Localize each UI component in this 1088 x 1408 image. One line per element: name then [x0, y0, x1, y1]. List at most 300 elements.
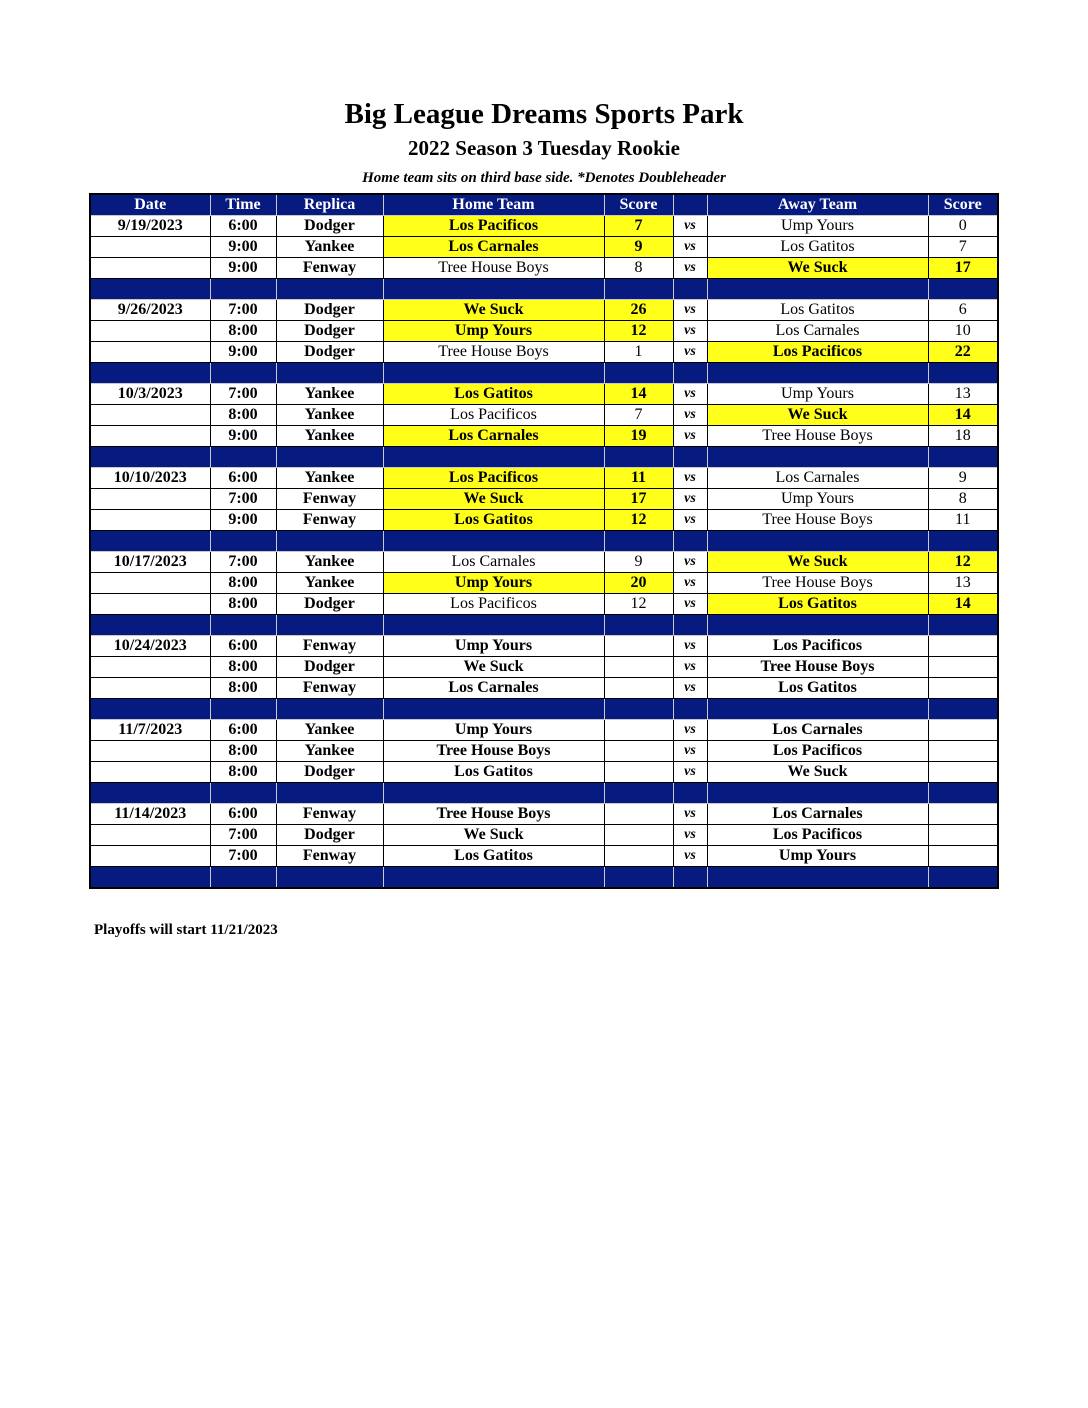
col-header-home-team: Home Team: [383, 194, 604, 216]
week-separator-row: [90, 867, 998, 889]
time-cell: 8:00: [210, 741, 276, 762]
separator-cell: [928, 447, 998, 468]
vs-cell: vs: [673, 258, 707, 279]
replica-cell: Dodger: [276, 321, 383, 342]
separator-cell: [90, 699, 210, 720]
separator-cell: [604, 531, 673, 552]
game-row: [90, 300, 998, 321]
replica-cell: Fenway: [276, 678, 383, 699]
time-cell: 7:00: [210, 489, 276, 510]
home-score-cell: 19: [604, 426, 673, 447]
home-team-cell: Los Carnales: [383, 237, 604, 258]
game-row: [90, 573, 998, 594]
away-score-cell: [928, 846, 998, 867]
schedule-table: [89, 193, 999, 889]
schedule-body: [90, 216, 998, 889]
separator-cell: [276, 783, 383, 804]
replica-cell: Fenway: [276, 258, 383, 279]
away-score-cell: 8: [928, 489, 998, 510]
separator-cell: [604, 867, 673, 889]
time-cell: 7:00: [210, 384, 276, 405]
game-row: [90, 468, 998, 489]
home-team-cell: Ump Yours: [383, 636, 604, 657]
vs-cell: vs: [673, 342, 707, 363]
vs-cell: vs: [673, 678, 707, 699]
away-team-cell: Ump Yours: [707, 384, 928, 405]
separator-cell: [383, 783, 604, 804]
away-score-cell: [928, 720, 998, 741]
week-separator-row: [90, 279, 998, 300]
separator-cell: [673, 867, 707, 889]
date-cell: [90, 846, 210, 867]
home-team-cell: Los Gatitos: [383, 846, 604, 867]
vs-cell: vs: [673, 573, 707, 594]
separator-cell: [210, 699, 276, 720]
date-cell: [90, 825, 210, 846]
vs-cell: vs: [673, 237, 707, 258]
away-team-cell: Los Carnales: [707, 321, 928, 342]
date-cell: 10/24/2023: [90, 636, 210, 657]
date-cell: [90, 405, 210, 426]
separator-cell: [673, 447, 707, 468]
away-score-cell: [928, 804, 998, 825]
date-cell: [90, 762, 210, 783]
vs-cell: vs: [673, 825, 707, 846]
home-team-cell: We Suck: [383, 825, 604, 846]
home-score-cell: [604, 636, 673, 657]
separator-cell: [928, 615, 998, 636]
vs-cell: vs: [673, 636, 707, 657]
time-cell: 8:00: [210, 657, 276, 678]
game-row: [90, 216, 998, 237]
away-team-cell: Tree House Boys: [707, 657, 928, 678]
away-score-cell: [928, 678, 998, 699]
replica-cell: Dodger: [276, 762, 383, 783]
col-header-date: Date: [90, 194, 210, 216]
separator-cell: [90, 531, 210, 552]
away-team-cell: We Suck: [707, 258, 928, 279]
home-team-cell: We Suck: [383, 300, 604, 321]
away-team-cell: Los Gatitos: [707, 300, 928, 321]
away-team-cell: Tree House Boys: [707, 426, 928, 447]
date-cell: [90, 657, 210, 678]
vs-cell: vs: [673, 552, 707, 573]
date-cell: [90, 258, 210, 279]
time-cell: 8:00: [210, 573, 276, 594]
home-score-cell: 8: [604, 258, 673, 279]
home-team-cell: Ump Yours: [383, 720, 604, 741]
vs-cell: vs: [673, 216, 707, 237]
separator-cell: [604, 447, 673, 468]
separator-cell: [210, 279, 276, 300]
col-header-home-score: Score: [604, 194, 673, 216]
time-cell: 7:00: [210, 825, 276, 846]
away-score-cell: 11: [928, 510, 998, 531]
home-score-cell: 7: [604, 216, 673, 237]
home-team-cell: Los Pacificos: [383, 216, 604, 237]
game-row: [90, 804, 998, 825]
date-cell: 10/10/2023: [90, 468, 210, 489]
home-score-cell: [604, 678, 673, 699]
away-score-cell: 17: [928, 258, 998, 279]
time-cell: 7:00: [210, 552, 276, 573]
home-score-cell: 1: [604, 342, 673, 363]
time-cell: 8:00: [210, 762, 276, 783]
date-cell: [90, 321, 210, 342]
col-header-away-score: Score: [928, 194, 998, 216]
away-score-cell: 0: [928, 216, 998, 237]
home-score-cell: 11: [604, 468, 673, 489]
away-team-cell: Los Carnales: [707, 804, 928, 825]
home-team-cell: Tree House Boys: [383, 258, 604, 279]
home-score-cell: 7: [604, 405, 673, 426]
time-cell: 6:00: [210, 468, 276, 489]
vs-cell: vs: [673, 489, 707, 510]
separator-cell: [383, 867, 604, 889]
separator-cell: [928, 867, 998, 889]
date-cell: [90, 489, 210, 510]
game-row: [90, 762, 998, 783]
game-row: [90, 258, 998, 279]
game-row: [90, 405, 998, 426]
time-cell: 6:00: [210, 720, 276, 741]
separator-cell: [90, 615, 210, 636]
separator-cell: [673, 279, 707, 300]
home-score-cell: [604, 657, 673, 678]
game-row: [90, 720, 998, 741]
home-team-cell: Tree House Boys: [383, 741, 604, 762]
week-separator-row: [90, 363, 998, 384]
separator-cell: [383, 615, 604, 636]
separator-cell: [210, 531, 276, 552]
home-score-cell: 12: [604, 594, 673, 615]
schedule-note: Home team sits on third base side. *Denotes Doubleheader: [362, 170, 726, 186]
home-score-cell: 17: [604, 489, 673, 510]
away-team-cell: Ump Yours: [707, 846, 928, 867]
replica-cell: Yankee: [276, 573, 383, 594]
home-team-cell: Los Pacificos: [383, 405, 604, 426]
game-row: [90, 237, 998, 258]
date-cell: [90, 342, 210, 363]
replica-cell: Fenway: [276, 636, 383, 657]
replica-cell: Dodger: [276, 216, 383, 237]
home-score-cell: 26: [604, 300, 673, 321]
separator-cell: [707, 615, 928, 636]
home-score-cell: [604, 720, 673, 741]
time-cell: 7:00: [210, 846, 276, 867]
home-team-cell: Tree House Boys: [383, 804, 604, 825]
home-team-cell: Los Carnales: [383, 678, 604, 699]
game-row: [90, 678, 998, 699]
game-row: [90, 594, 998, 615]
separator-cell: [604, 783, 673, 804]
vs-cell: vs: [673, 468, 707, 489]
away-team-cell: We Suck: [707, 762, 928, 783]
date-cell: [90, 510, 210, 531]
separator-cell: [928, 783, 998, 804]
vs-cell: vs: [673, 741, 707, 762]
time-cell: 8:00: [210, 321, 276, 342]
game-row: [90, 426, 998, 447]
replica-cell: Dodger: [276, 657, 383, 678]
separator-cell: [928, 699, 998, 720]
vs-cell: vs: [673, 321, 707, 342]
separator-cell: [928, 279, 998, 300]
home-team-cell: Los Carnales: [383, 426, 604, 447]
date-cell: 10/3/2023: [90, 384, 210, 405]
separator-cell: [90, 783, 210, 804]
home-team-cell: Los Pacificos: [383, 468, 604, 489]
away-score-cell: 14: [928, 405, 998, 426]
separator-cell: [383, 279, 604, 300]
away-score-cell: 7: [928, 237, 998, 258]
game-row: [90, 846, 998, 867]
week-separator-row: [90, 531, 998, 552]
vs-cell: vs: [673, 510, 707, 531]
separator-cell: [673, 363, 707, 384]
separator-cell: [276, 867, 383, 889]
separator-cell: [604, 615, 673, 636]
date-cell: [90, 573, 210, 594]
separator-cell: [928, 363, 998, 384]
away-score-cell: 14: [928, 594, 998, 615]
away-score-cell: 6: [928, 300, 998, 321]
col-header-away-team: Away Team: [707, 194, 928, 216]
date-cell: [90, 741, 210, 762]
away-score-cell: 18: [928, 426, 998, 447]
separator-cell: [707, 699, 928, 720]
separator-cell: [673, 531, 707, 552]
playoffs-note: Playoffs will start 11/21/2023: [94, 922, 278, 938]
away-team-cell: Tree House Boys: [707, 573, 928, 594]
replica-cell: Fenway: [276, 489, 383, 510]
date-cell: 9/26/2023: [90, 300, 210, 321]
game-row: [90, 741, 998, 762]
separator-cell: [90, 279, 210, 300]
date-cell: 11/7/2023: [90, 720, 210, 741]
away-team-cell: Ump Yours: [707, 489, 928, 510]
away-team-cell: Los Pacificos: [707, 741, 928, 762]
game-row: [90, 489, 998, 510]
away-score-cell: 9: [928, 468, 998, 489]
away-score-cell: 13: [928, 573, 998, 594]
away-team-cell: We Suck: [707, 405, 928, 426]
separator-cell: [210, 447, 276, 468]
time-cell: 9:00: [210, 426, 276, 447]
home-score-cell: 12: [604, 321, 673, 342]
date-cell: 11/14/2023: [90, 804, 210, 825]
home-team-cell: Los Carnales: [383, 552, 604, 573]
date-cell: [90, 678, 210, 699]
vs-cell: vs: [673, 594, 707, 615]
replica-cell: Dodger: [276, 825, 383, 846]
separator-cell: [90, 363, 210, 384]
vs-cell: vs: [673, 846, 707, 867]
separator-cell: [604, 363, 673, 384]
home-team-cell: We Suck: [383, 489, 604, 510]
separator-cell: [276, 363, 383, 384]
separator-cell: [210, 783, 276, 804]
home-score-cell: 14: [604, 384, 673, 405]
col-header-vs: [673, 194, 707, 216]
separator-cell: [276, 699, 383, 720]
replica-cell: Yankee: [276, 552, 383, 573]
separator-cell: [928, 531, 998, 552]
date-cell: [90, 237, 210, 258]
away-team-cell: Los Carnales: [707, 720, 928, 741]
separator-cell: [707, 279, 928, 300]
replica-cell: Fenway: [276, 846, 383, 867]
time-cell: 9:00: [210, 510, 276, 531]
away-team-cell: Los Carnales: [707, 468, 928, 489]
separator-cell: [210, 615, 276, 636]
time-cell: 6:00: [210, 216, 276, 237]
away-team-cell: We Suck: [707, 552, 928, 573]
date-cell: 10/17/2023: [90, 552, 210, 573]
vs-cell: vs: [673, 405, 707, 426]
home-team-cell: Ump Yours: [383, 321, 604, 342]
time-cell: 7:00: [210, 300, 276, 321]
separator-cell: [383, 531, 604, 552]
vs-cell: vs: [673, 762, 707, 783]
week-separator-row: [90, 699, 998, 720]
home-score-cell: [604, 762, 673, 783]
separator-cell: [210, 363, 276, 384]
col-header-replica: Replica: [276, 194, 383, 216]
game-row: [90, 636, 998, 657]
replica-cell: Yankee: [276, 468, 383, 489]
separator-cell: [276, 447, 383, 468]
vs-cell: vs: [673, 300, 707, 321]
page-subtitle: 2022 Season 3 Tuesday Rookie: [408, 136, 680, 160]
separator-cell: [90, 867, 210, 889]
time-cell: 8:00: [210, 678, 276, 699]
replica-cell: Dodger: [276, 594, 383, 615]
home-score-cell: 20: [604, 573, 673, 594]
replica-cell: Yankee: [276, 405, 383, 426]
separator-cell: [210, 867, 276, 889]
away-score-cell: [928, 741, 998, 762]
replica-cell: Yankee: [276, 237, 383, 258]
game-row: [90, 510, 998, 531]
home-team-cell: Los Pacificos: [383, 594, 604, 615]
week-separator-row: [90, 447, 998, 468]
away-score-cell: [928, 657, 998, 678]
home-score-cell: [604, 846, 673, 867]
separator-cell: [383, 699, 604, 720]
away-score-cell: [928, 636, 998, 657]
separator-cell: [383, 363, 604, 384]
away-score-cell: 12: [928, 552, 998, 573]
away-score-cell: 13: [928, 384, 998, 405]
home-score-cell: [604, 804, 673, 825]
separator-cell: [383, 447, 604, 468]
game-row: [90, 552, 998, 573]
time-cell: 8:00: [210, 594, 276, 615]
time-cell: 8:00: [210, 405, 276, 426]
home-team-cell: Ump Yours: [383, 573, 604, 594]
away-score-cell: [928, 825, 998, 846]
time-cell: 9:00: [210, 342, 276, 363]
separator-cell: [707, 363, 928, 384]
time-cell: 9:00: [210, 258, 276, 279]
separator-cell: [673, 699, 707, 720]
separator-cell: [276, 615, 383, 636]
replica-cell: Fenway: [276, 804, 383, 825]
away-score-cell: 10: [928, 321, 998, 342]
home-team-cell: Los Gatitos: [383, 384, 604, 405]
vs-cell: vs: [673, 804, 707, 825]
game-row: [90, 657, 998, 678]
away-score-cell: 22: [928, 342, 998, 363]
home-team-cell: Los Gatitos: [383, 510, 604, 531]
away-team-cell: Los Gatitos: [707, 237, 928, 258]
date-cell: 9/19/2023: [90, 216, 210, 237]
separator-cell: [276, 279, 383, 300]
week-separator-row: [90, 615, 998, 636]
date-cell: [90, 594, 210, 615]
separator-cell: [707, 447, 928, 468]
separator-cell: [90, 447, 210, 468]
time-cell: 6:00: [210, 804, 276, 825]
away-team-cell: Los Gatitos: [707, 678, 928, 699]
replica-cell: Yankee: [276, 426, 383, 447]
game-row: [90, 321, 998, 342]
page-title: Big League Dreams Sports Park: [344, 98, 744, 130]
separator-cell: [707, 531, 928, 552]
time-cell: 9:00: [210, 237, 276, 258]
game-row: [90, 342, 998, 363]
game-row: [90, 384, 998, 405]
separator-cell: [604, 699, 673, 720]
separator-cell: [673, 783, 707, 804]
home-team-cell: We Suck: [383, 657, 604, 678]
vs-cell: vs: [673, 657, 707, 678]
header-row: [90, 194, 998, 216]
week-separator-row: [90, 783, 998, 804]
away-team-cell: Los Pacificos: [707, 342, 928, 363]
away-team-cell: Los Pacificos: [707, 825, 928, 846]
separator-cell: [673, 615, 707, 636]
game-row: [90, 825, 998, 846]
vs-cell: vs: [673, 720, 707, 741]
home-score-cell: 9: [604, 237, 673, 258]
replica-cell: Yankee: [276, 384, 383, 405]
home-score-cell: 12: [604, 510, 673, 531]
home-team-cell: Tree House Boys: [383, 342, 604, 363]
home-team-cell: Los Gatitos: [383, 762, 604, 783]
home-score-cell: [604, 741, 673, 762]
separator-cell: [276, 531, 383, 552]
date-cell: [90, 426, 210, 447]
replica-cell: Yankee: [276, 720, 383, 741]
away-team-cell: Los Pacificos: [707, 636, 928, 657]
vs-cell: vs: [673, 426, 707, 447]
home-score-cell: 9: [604, 552, 673, 573]
away-score-cell: [928, 762, 998, 783]
replica-cell: Yankee: [276, 741, 383, 762]
home-score-cell: [604, 825, 673, 846]
away-team-cell: Los Gatitos: [707, 594, 928, 615]
separator-cell: [707, 783, 928, 804]
replica-cell: Fenway: [276, 510, 383, 531]
away-team-cell: Ump Yours: [707, 216, 928, 237]
separator-cell: [707, 867, 928, 889]
replica-cell: Dodger: [276, 300, 383, 321]
vs-cell: vs: [673, 384, 707, 405]
separator-cell: [604, 279, 673, 300]
col-header-time: Time: [210, 194, 276, 216]
